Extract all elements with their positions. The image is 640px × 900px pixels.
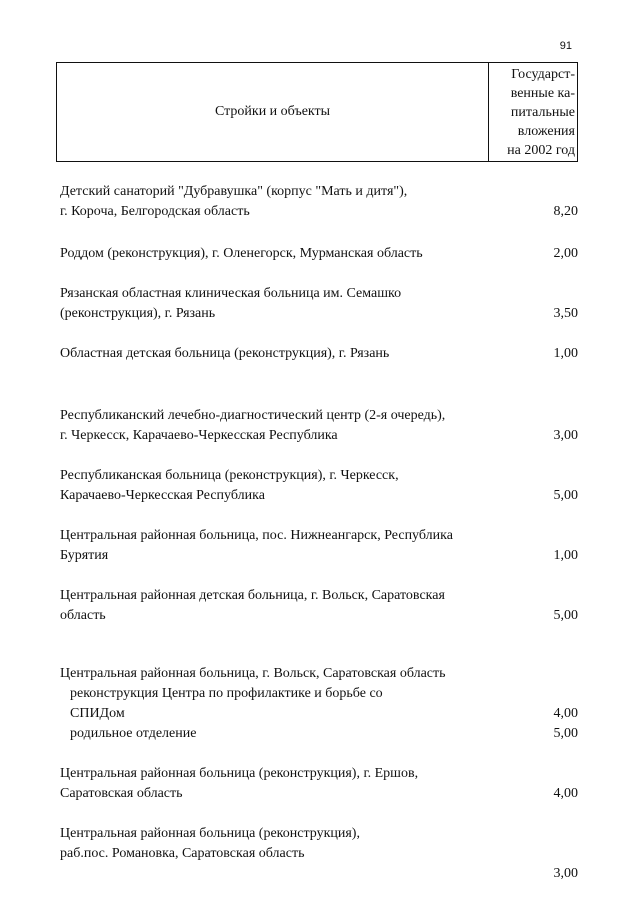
entry-text: Детский санаторий "Дубравушка" (корпус "Мать и дитя"), <box>60 184 408 199</box>
entry-line <box>60 526 578 546</box>
entry-text: Центральная районная больница (реконструкция), <box>60 826 360 841</box>
entry-line <box>60 864 578 884</box>
list-item <box>60 284 578 324</box>
entry-line <box>60 704 578 724</box>
entry-text: Центральная районная детская больница, г. Вольск, Саратовская <box>60 588 445 603</box>
entry-line <box>60 284 578 304</box>
entry-value: 5,00 <box>553 488 578 503</box>
entry-line <box>60 844 578 864</box>
entry-value: 4,00 <box>553 786 578 801</box>
entry-line <box>60 344 578 364</box>
entry-value: 3,50 <box>553 306 578 321</box>
entry-text: Республиканская больница (реконструкция), г. Черкесск, <box>60 468 399 483</box>
list-item <box>60 526 578 566</box>
entry-line <box>60 426 578 446</box>
entry-line <box>60 724 578 744</box>
entry-text: г. Черкесск, Карачаево-Черкесская Республика <box>60 428 338 443</box>
table-header <box>56 62 578 162</box>
entry-line <box>60 586 578 606</box>
list-item <box>60 466 578 506</box>
entry-text: г. Короча, Белгородская область <box>60 204 250 219</box>
entry-text: Роддом (реконструкция), г. Оленегорск, Мурманская область <box>60 246 423 261</box>
entry-value: 1,00 <box>553 548 578 563</box>
entry-text: Областная детская больница (реконструкция), г. Рязань <box>60 346 390 361</box>
entry-text: Республиканский лечебно-диагностический центр (2-я очередь), <box>60 408 446 423</box>
entry-line <box>60 304 578 324</box>
entry-line <box>60 664 578 684</box>
list-item <box>60 586 578 626</box>
entry-text: область <box>60 608 106 623</box>
header-right-line: на 2002 год <box>507 142 575 158</box>
header-right-line: вложения <box>517 123 575 139</box>
entry-text: Рязанская областная клиническая больница им. Семашко <box>60 286 402 301</box>
entry-value: 5,00 <box>553 608 578 623</box>
entry-line <box>60 784 578 804</box>
list-item <box>60 764 578 804</box>
header-right-line: питальные <box>510 104 575 120</box>
list-item <box>60 344 578 364</box>
entry-text: Центральная районная больница, пос. Нижнеангарск, Республика <box>60 528 453 543</box>
entry-text: СПИДом <box>70 706 125 721</box>
entry-line <box>60 606 578 626</box>
header-right-line: венные ка- <box>510 85 575 101</box>
entry-value: 4,00 <box>553 706 578 721</box>
header-objects-label: Стройки и объекты <box>57 63 489 161</box>
entry-line <box>60 684 578 704</box>
header-investment-label <box>489 63 577 161</box>
entry-text: родильное отделение <box>70 726 197 741</box>
entry-line <box>60 824 578 844</box>
entry-text: Центральная районная больница, г. Вольск, Саратовская область <box>60 666 446 681</box>
list-item <box>60 406 578 446</box>
list-item <box>60 182 578 222</box>
entry-value: 3,00 <box>553 428 578 443</box>
entry-line <box>60 202 578 222</box>
entry-value: 2,00 <box>553 246 578 261</box>
entry-text: Саратовская область <box>60 786 183 801</box>
entry-text: реконструкция Центра по профилактике и борьбе со <box>70 686 383 701</box>
entry-line <box>60 182 578 202</box>
entry-line <box>60 244 578 264</box>
entry-text: раб.пос. Романовка, Саратовская область <box>60 846 305 861</box>
entry-value: 5,00 <box>553 726 578 741</box>
entry-line <box>60 546 578 566</box>
list-item <box>60 664 578 744</box>
entry-line <box>60 406 578 426</box>
list-item <box>60 824 578 884</box>
entry-value: 8,20 <box>553 204 578 219</box>
entry-line <box>60 486 578 506</box>
entry-text: Центральная районная больница (реконструкция), г. Ершов, <box>60 766 419 781</box>
entry-line <box>60 764 578 784</box>
header-right-line: Государст- <box>511 66 575 82</box>
entry-value: 3,00 <box>553 866 578 881</box>
entries-list <box>60 182 578 884</box>
page-number: 91 <box>559 40 572 52</box>
entry-text: Бурятия <box>60 548 109 563</box>
entry-value: 1,00 <box>553 346 578 361</box>
entry-text: Карачаево-Черкесская Республика <box>60 488 265 503</box>
list-item <box>60 244 578 264</box>
entry-text: (реконструкция), г. Рязань <box>60 306 216 321</box>
entry-line <box>60 466 578 486</box>
